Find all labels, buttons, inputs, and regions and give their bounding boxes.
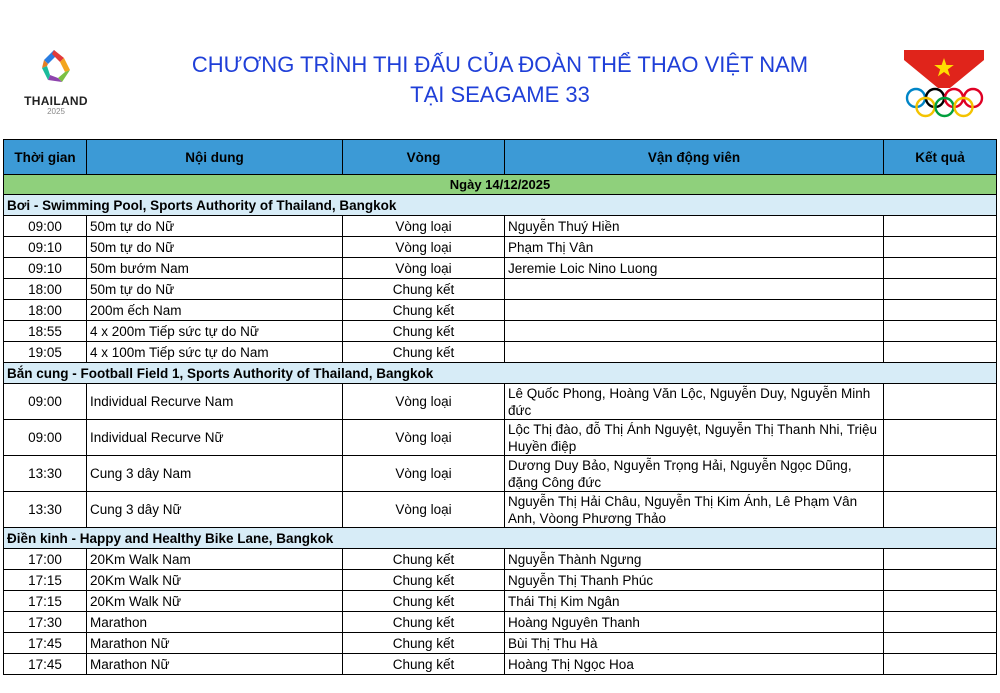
athletes-cell <box>505 342 884 363</box>
athletes-cell: Lê Quốc Phong, Hoàng Văn Lộc, Nguyễn Duy, Nguyễn Minh đức <box>505 384 884 420</box>
table-row <box>4 342 997 363</box>
athletes-cell: Phạm Thị Vân <box>505 237 884 258</box>
round-cell: Vòng loại <box>343 492 505 528</box>
round-cell: Chung kết <box>343 549 505 570</box>
table-row <box>4 237 997 258</box>
sea-games-logo-icon <box>18 46 94 122</box>
table-row <box>4 492 997 528</box>
athletes-cell: Hoàng Thị Ngọc Hoa <box>505 654 884 675</box>
time-cell: 17:15 <box>4 591 87 612</box>
event-cell: Cung 3 dây Nam <box>87 456 343 492</box>
round-cell: Vòng loại <box>343 216 505 237</box>
vietnam-olympic-committee-logo-icon <box>902 48 986 122</box>
venue-row <box>4 363 997 384</box>
result-cell <box>884 321 997 342</box>
time-cell: 13:30 <box>4 492 87 528</box>
result-cell <box>884 612 997 633</box>
table-row <box>4 549 997 570</box>
table-row <box>4 384 997 420</box>
result-cell <box>884 549 997 570</box>
table-row <box>4 258 997 279</box>
time-cell: 18:00 <box>4 300 87 321</box>
result-cell <box>884 258 997 279</box>
table-row <box>4 456 997 492</box>
event-cell: Individual Recurve Nam <box>87 384 343 420</box>
result-cell <box>884 384 997 420</box>
table-row <box>4 654 997 675</box>
col-header-result: Kết quả <box>884 140 997 175</box>
venue-row <box>4 528 997 549</box>
round-cell: Chung kết <box>343 654 505 675</box>
time-cell: 17:45 <box>4 633 87 654</box>
table-row <box>4 216 997 237</box>
athletes-cell: Thái Thị Kim Ngân <box>505 591 884 612</box>
athletes-cell: Lộc Thị đào, đỗ Thị Ánh Nguyệt, Nguyễn Thị Thanh Nhi, Triệu Huyền điệp <box>505 420 884 456</box>
table-row <box>4 591 997 612</box>
event-cell: 50m tự do Nữ <box>87 216 343 237</box>
logo-year: 2025 <box>47 107 65 116</box>
time-cell: 18:55 <box>4 321 87 342</box>
table-row <box>4 300 997 321</box>
round-cell: Chung kết <box>343 612 505 633</box>
title-line-2: TẠI SEAGAME 33 <box>410 82 590 107</box>
result-cell <box>884 570 997 591</box>
result-cell <box>884 216 997 237</box>
round-cell: Chung kết <box>343 342 505 363</box>
col-header-event: Nội dung <box>87 140 343 175</box>
document-header <box>0 0 1000 138</box>
venue-label: Bơi - Swimming Pool, Sports Authority of Thailand, Bangkok <box>4 195 997 216</box>
round-cell: Chung kết <box>343 633 505 654</box>
table-row <box>4 279 997 300</box>
round-cell: Chung kết <box>343 321 505 342</box>
event-cell: 20Km Walk Nữ <box>87 570 343 591</box>
round-cell: Chung kết <box>343 591 505 612</box>
result-cell <box>884 492 997 528</box>
result-cell <box>884 420 997 456</box>
time-cell: 09:10 <box>4 258 87 279</box>
round-cell: Vòng loại <box>343 237 505 258</box>
athletes-cell: Bùi Thị Thu Hà <box>505 633 884 654</box>
date-row <box>4 175 997 195</box>
title-line-1: CHƯƠNG TRÌNH THI ĐẤU CỦA ĐOÀN THỂ THAO VIỆT NAM <box>191 52 809 77</box>
logo-text: THAILAND <box>24 94 88 108</box>
venue-row <box>4 195 997 216</box>
result-cell <box>884 237 997 258</box>
event-cell: Marathon <box>87 612 343 633</box>
time-cell: 17:30 <box>4 612 87 633</box>
table-row <box>4 321 997 342</box>
page-title <box>120 50 880 110</box>
date-label: Ngày 14/12/2025 <box>4 175 997 195</box>
time-cell: 18:00 <box>4 279 87 300</box>
result-cell <box>884 279 997 300</box>
event-cell: Marathon Nữ <box>87 633 343 654</box>
athletes-cell: Hoàng Nguyên Thanh <box>505 612 884 633</box>
athletes-cell <box>505 279 884 300</box>
athletes-cell: Nguyễn Thuý Hiền <box>505 216 884 237</box>
olympic-emblem <box>902 48 986 122</box>
athletes-cell: Nguyễn Thành Ngưng <box>505 549 884 570</box>
event-cell: Cung 3 dây Nữ <box>87 492 343 528</box>
athletes-cell: Nguyễn Thị Hải Châu, Nguyễn Thị Kim Ánh, Lê Phạm Vân Anh, Vòong Phương Thảo <box>505 492 884 528</box>
event-cell: Individual Recurve Nữ <box>87 420 343 456</box>
event-cell: 4 x 100m Tiếp sức tự do Nam <box>87 342 343 363</box>
result-cell <box>884 654 997 675</box>
event-cell: Marathon Nữ <box>87 654 343 675</box>
athletes-cell: Jeremie Loic Nino Luong <box>505 258 884 279</box>
athletes-cell <box>505 321 884 342</box>
table-row <box>4 633 997 654</box>
result-cell <box>884 591 997 612</box>
round-cell: Vòng loại <box>343 456 505 492</box>
round-cell: Vòng loại <box>343 384 505 420</box>
athletes-cell <box>505 300 884 321</box>
time-cell: 09:10 <box>4 237 87 258</box>
time-cell: 09:00 <box>4 384 87 420</box>
table-row <box>4 570 997 591</box>
event-cell: 50m tự do Nữ <box>87 279 343 300</box>
round-cell: Vòng loại <box>343 420 505 456</box>
result-cell <box>884 342 997 363</box>
event-cell: 200m ếch Nam <box>87 300 343 321</box>
time-cell: 17:45 <box>4 654 87 675</box>
round-cell: Chung kết <box>343 279 505 300</box>
round-cell: Chung kết <box>343 300 505 321</box>
event-cell: 50m bướm Nam <box>87 258 343 279</box>
event-cell: 20Km Walk Nữ <box>87 591 343 612</box>
event-cell: 4 x 200m Tiếp sức tự do Nữ <box>87 321 343 342</box>
col-header-athletes: Vận động viên <box>505 140 884 175</box>
result-cell <box>884 456 997 492</box>
round-cell: Chung kết <box>343 570 505 591</box>
sea-games-emblem <box>18 46 94 94</box>
time-cell: 13:30 <box>4 456 87 492</box>
result-cell <box>884 633 997 654</box>
time-cell: 19:05 <box>4 342 87 363</box>
time-cell: 09:00 <box>4 216 87 237</box>
venue-label: Bắn cung - Football Field 1, Sports Authority of Thailand, Bangkok <box>4 363 997 384</box>
venue-label: Điền kinh - Happy and Healthy Bike Lane, Bangkok <box>4 528 997 549</box>
table-row <box>4 612 997 633</box>
table-header-row <box>4 140 997 175</box>
time-cell: 17:15 <box>4 570 87 591</box>
table-body <box>4 175 997 675</box>
athletes-cell: Dương Duy Bảo, Nguyễn Trọng Hải, Nguyễn Ngọc Dũng, đặng Công đức <box>505 456 884 492</box>
round-cell: Vòng loại <box>343 258 505 279</box>
time-cell: 17:00 <box>4 549 87 570</box>
table-row <box>4 420 997 456</box>
time-cell: 09:00 <box>4 420 87 456</box>
col-header-time: Thời gian <box>4 140 87 175</box>
event-cell: 50m tự do Nữ <box>87 237 343 258</box>
result-cell <box>884 300 997 321</box>
col-header-round: Vòng <box>343 140 505 175</box>
athletes-cell: Nguyễn Thị Thanh Phúc <box>505 570 884 591</box>
schedule-table <box>3 139 997 675</box>
event-cell: 20Km Walk Nam <box>87 549 343 570</box>
